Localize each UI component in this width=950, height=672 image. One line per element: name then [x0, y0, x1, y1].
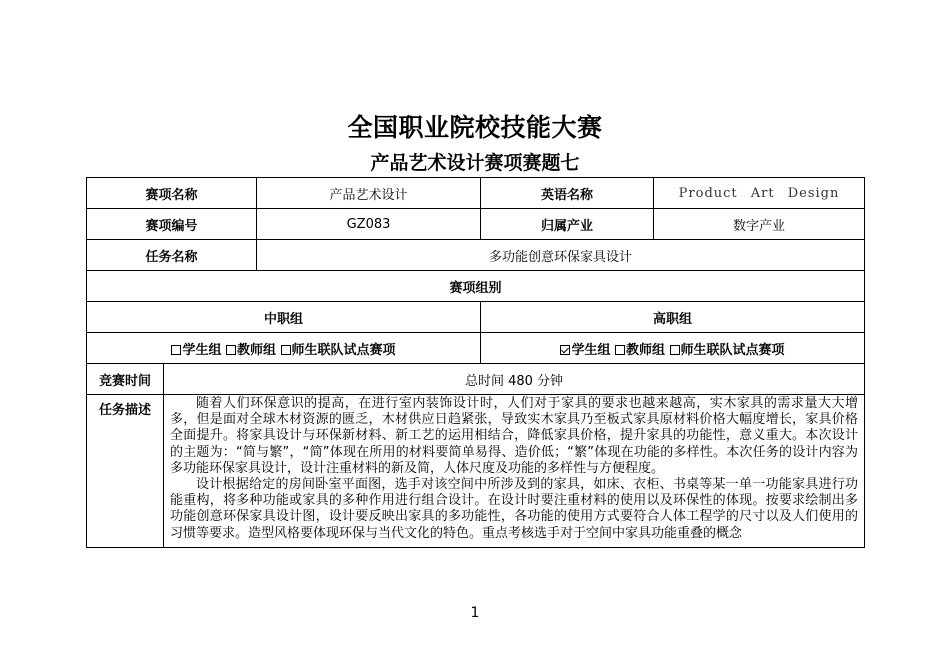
english-name-label: 英语名称	[481, 178, 654, 209]
task-name-value: 多功能创意环保家具设计	[257, 240, 865, 271]
industry-label: 归属产业	[481, 209, 654, 240]
higher-joint-checkbox[interactable]	[670, 345, 680, 355]
higher-teacher-checkbox[interactable]	[615, 345, 625, 355]
page-number: 1	[470, 605, 480, 621]
higher-student-checkbox[interactable]	[560, 345, 570, 355]
table-row	[87, 209, 865, 240]
table-row	[87, 178, 865, 209]
document-title: 全国职业院校技能大赛	[347, 113, 603, 142]
secondary-group-options	[87, 333, 481, 364]
event-code-value: GZ083	[257, 209, 481, 240]
desc-paragraph: 随着人们环保意识的提高，在进行室内装饰设计时，人们对于家具的要求也越来越高，实木家具的需求量大大增多，但是面对全球木材资源的匮乏，木材供应日趋紧张，导致实木家具乃至板式家具原材料价格大幅度增长，家具价格全面提升。将家具设计与环保新材料、新工艺的运用相结合，降低家具价格，提升家具的功能性，意义重大。本次设计的主题为：“简与繁”，“简”体现在所用的材料要简单易得、造价低；“繁”体现在功能的多样性。本次任务的设计内容为多功能环保家具设计，设计注重材料的新及简，人体尺度及功能的多样性与方便程度。	[170, 396, 859, 476]
table-row	[87, 364, 865, 395]
secondary-group-label: 中职组	[87, 302, 481, 333]
table-row	[87, 240, 865, 271]
event-name-label: 赛项名称	[87, 178, 257, 209]
task-description	[164, 395, 864, 547]
table-row	[87, 333, 865, 364]
desc-cell	[164, 395, 865, 548]
desc-paragraph: 设计根据给定的房间卧室平面图，选手对该空间中所涉及到的家具，如床、衣柜、书桌等某一单一功能家具进行功能重构，将多种功能或家具的多种作用进行组合设计。在设计时要注重材料的使用以及环保性的体现。按要求绘制出多功能创意环保家具设计图，设计要反映出家具的多功能性，各功能的使用方式要符合人体工程学的尺寸以及人们使用的习惯等要求。造型风格要体现环保与当代文化的特色。重点考核选手对于空间中家具功能重叠的概念	[170, 477, 859, 541]
event-code-label: 赛项编号	[87, 209, 257, 240]
industry-value: 数字产业	[654, 209, 865, 240]
table-row	[87, 302, 865, 333]
group-header: 赛项组别	[87, 271, 865, 302]
higher-teacher-label: 教师组	[626, 342, 666, 358]
secondary-student-label: 学生组	[182, 342, 222, 358]
table-row	[87, 395, 865, 548]
higher-group-label: 高职组	[481, 302, 865, 333]
time-value: 总时间 480 分钟	[164, 364, 865, 395]
task-name-label: 任务名称	[87, 240, 257, 271]
time-label: 竞赛时间	[87, 364, 164, 395]
higher-joint-label: 师生联队试点赛项	[680, 342, 785, 358]
competition-info-table	[86, 177, 865, 548]
higher-student-label: 学生组	[571, 342, 611, 358]
secondary-joint-label: 师生联队试点赛项	[291, 342, 396, 358]
table-row	[87, 271, 865, 302]
english-name-value: Product Art Design	[654, 178, 865, 209]
secondary-student-checkbox[interactable]	[171, 345, 181, 355]
desc-label: 任务描述	[87, 395, 164, 548]
secondary-teacher-checkbox[interactable]	[226, 345, 236, 355]
document-subtitle: 产品艺术设计赛项赛题七	[370, 152, 580, 174]
secondary-joint-checkbox[interactable]	[281, 345, 291, 355]
secondary-teacher-label: 教师组	[237, 342, 277, 358]
event-name-value: 产品艺术设计	[257, 178, 481, 209]
higher-group-options	[481, 333, 865, 364]
